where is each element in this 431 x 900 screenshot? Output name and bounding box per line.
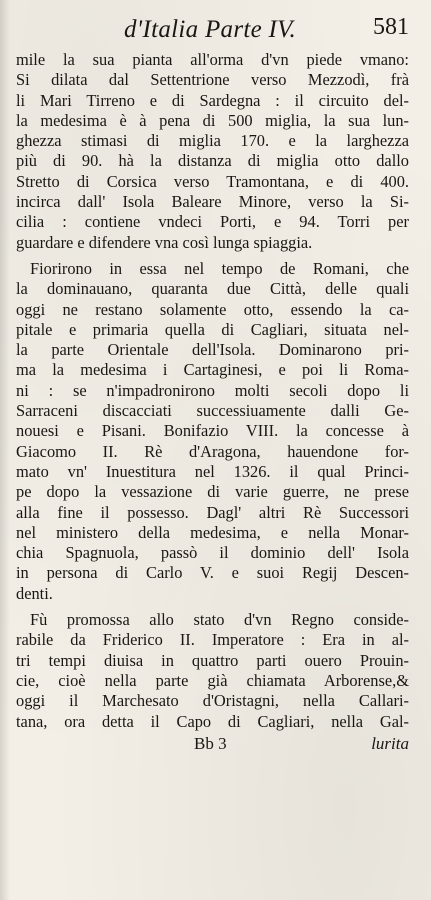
page-footer: [16, 732, 409, 758]
body-text: [16, 50, 409, 732]
text-line: alla fine il possesso. Dagl' altri Rè Successori: [16, 502, 409, 522]
text-line: più di 90. hà la distanza di miglia otto dallo: [16, 151, 409, 171]
text-line: mile la sua pianta all'orma d'vn piede vmano:: [16, 50, 409, 69]
text-line: ni : se n'impadronirono molti secoli dopo li: [16, 380, 409, 400]
paragraph-3: [16, 610, 409, 732]
text-line: pitale e primaria quella di Cagliari, situata nel-: [16, 319, 409, 339]
text-line: Fù promossa allo stato d'vn Regno conside-: [30, 610, 409, 630]
text-line: chia Spagnuola, passò il dominio dell' Isola: [16, 543, 409, 563]
gutter-shadow: [0, 0, 10, 900]
text-line: Giacomo II. Rè d'Aragona, hauendone for-: [16, 441, 409, 461]
text-line: la medesima è à pena di 500 miglia, la sua lun-: [16, 110, 409, 130]
running-head: d'Italia Parte IV.: [124, 16, 297, 43]
catchword: lurita: [371, 733, 409, 753]
text-line: denti.: [16, 583, 53, 603]
text-line: in persona di Carlo V. e suoi Regij Descen-: [16, 563, 409, 583]
text-line: tana, ora detta il Capo di Cagliari, nella Gal-: [16, 711, 409, 731]
text-line: pe dopo la vessazione di varie guerre, ne prese: [16, 482, 409, 502]
text-line: rabile da Friderico II. Imperatore : Era in al-: [16, 630, 409, 650]
text-line: Sarraceni discacciati successiuamente dalli Ge-: [16, 401, 409, 421]
text-line: ghezza stimasi di miglia 170. e la larghezza: [16, 131, 409, 151]
text-line: nel ministero della medesima, e nella Monar-: [16, 522, 409, 542]
text-line: cie, cioè nella parte già chiamata Arborense,&: [16, 670, 409, 690]
text-line: cilia : contiene vndeci Porti, e 94. Torri per: [16, 212, 409, 232]
text-line: oggi ne restano solamente otto, essendo la ca-: [16, 299, 409, 319]
text-line: mato vn' Inuestitura nel 1326. il qual Princi-: [16, 461, 409, 481]
text-line: tri tempi diuisa in quattro parti ouero Prouin-: [16, 650, 409, 670]
text-line: Fiorirono in essa nel tempo de Romani, che: [30, 258, 409, 278]
text-line: oggi il Marchesato d'Oristagni, nella Callari-: [16, 691, 409, 711]
text-line: Si dilata dal Settentrione verso Mezzodì, frà: [16, 70, 409, 90]
text-line: incirca dall' Isola Baleare Minore, verso la Si-: [16, 192, 409, 212]
paragraph-2: [16, 259, 409, 604]
text-line: nouesi e Pisani. Bonifazio VIII. la concesse à: [16, 421, 409, 441]
page-number: 581: [373, 14, 409, 40]
text-line: Stretto di Corsica verso Tramontana, e di 400.: [16, 171, 409, 191]
page-header: [16, 12, 409, 50]
text-line: la dominauano, quaranta due Città, delle quali: [16, 279, 409, 299]
text-line: guardare e difendere vna così lunga spiaggia.: [16, 232, 313, 252]
text-line: li Mari Tirreno e di Sardegna : il circuito del-: [16, 90, 409, 110]
text-line: ma la medesima i Cartaginesi, e poi li Roma-: [16, 360, 409, 380]
paragraph-1: [16, 50, 409, 253]
text-line: la parte Orientale dell'Isola. Dominarono pri-: [16, 340, 409, 360]
signature-mark: Bb 3: [194, 733, 227, 753]
